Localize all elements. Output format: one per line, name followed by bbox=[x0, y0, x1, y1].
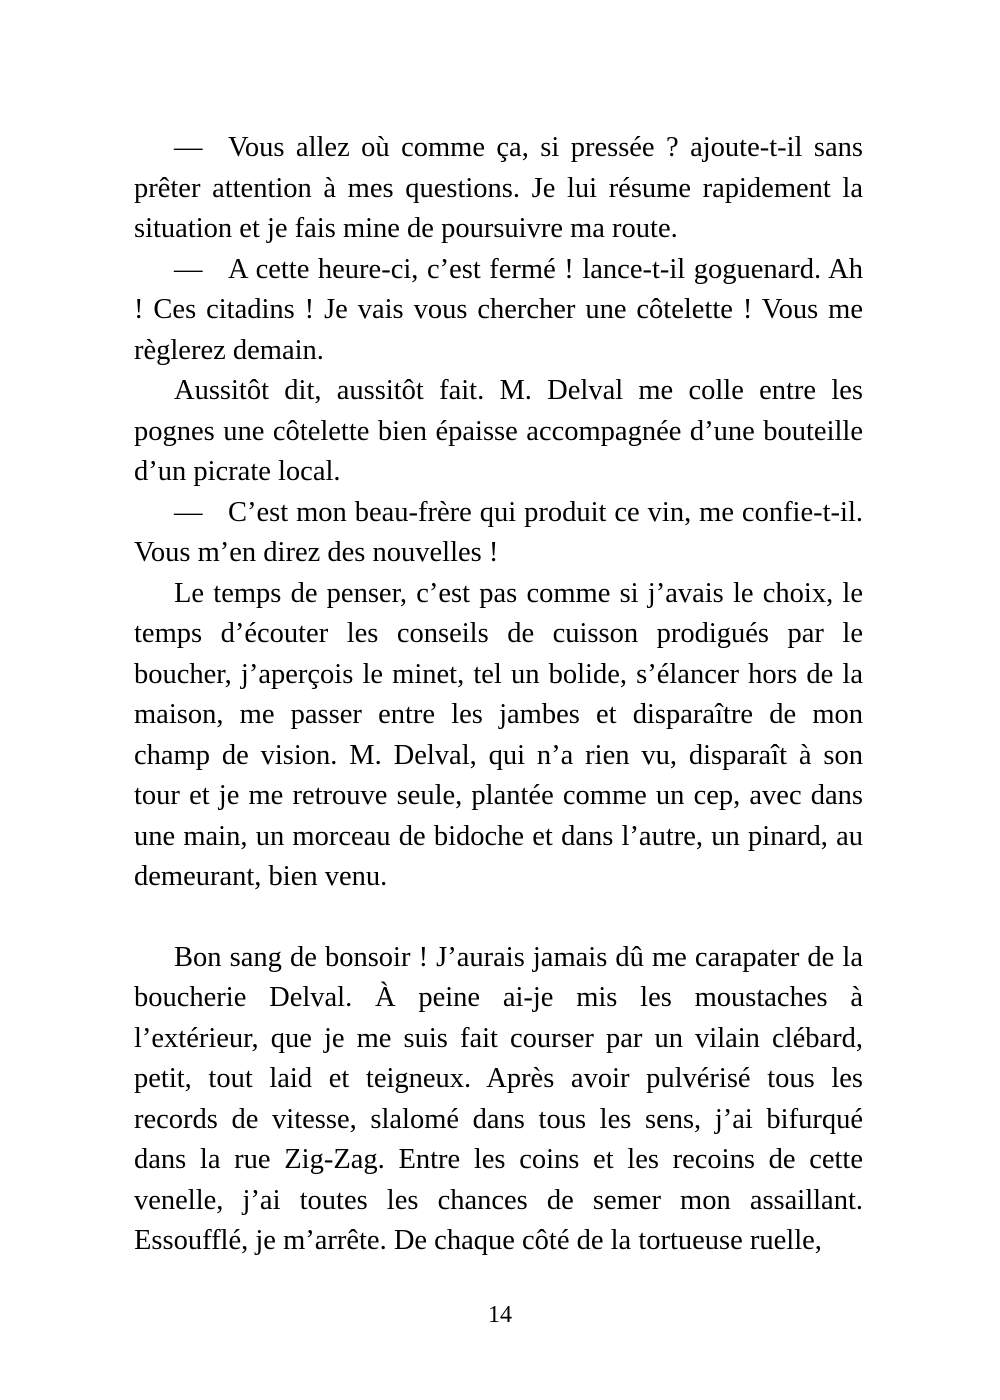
dialogue-dash: — bbox=[174, 132, 203, 163]
dialogue-paragraph bbox=[134, 493, 863, 574]
narrative-paragraph: Aussitôt dit, aussitôt fait. M. Delval me colle entre les pognes une côtelette bien épaisse accompagnée d’une bouteille d’un picrate local. bbox=[134, 375, 863, 487]
page-body bbox=[134, 128, 863, 1262]
dialogue-paragraph bbox=[134, 128, 863, 250]
dialogue-dash: — bbox=[174, 253, 203, 285]
dialogue-paragraph bbox=[134, 250, 863, 372]
narrative-paragraph: Le temps de penser, c’est pas comme si j’avais le choix, le temps d’écouter les conseils de cuisson prodigués par le boucher, j’aperçois le minet, tel un bolide, s’élancer hors de la maison, me passer entre les jambes et disparaître de mon champ de vision. M. Delval, qui n’a rien vu, disparaît à son tour et je me retrouve seule, plantée comme un cep, avec dans une main, un morceau de bidoche et dans l’autre, un pinard, au demeurant, bien venu. bbox=[134, 577, 863, 892]
page-number: 14 bbox=[488, 1302, 512, 1328]
scene-break bbox=[134, 898, 863, 938]
paragraph-text: Vous allez où comme ça, si pressée ? ajoute-t-il sans prêter attention à mes questions. Je lui résume rapidement la situation et je fais mine de poursuivre ma route. bbox=[134, 132, 863, 244]
paragraph-text: C’est mon beau-frère qui produit ce vin, me confie-t-il. Vous m’en direz des nouvelles ! bbox=[134, 496, 863, 568]
paragraph-text: A cette heure-ci, c’est fermé ! lance-t-il goguenard. Ah ! Ces citadins ! Je vais vous chercher une côtelette ! Vous me règlerez demain. bbox=[134, 253, 863, 366]
dialogue-dash: — bbox=[174, 496, 203, 528]
narrative-paragraph: Bon sang de bonsoir ! J’aurais jamais dû me carapater de la boucherie Delval. À peine ai-je mis les moustaches à l’extérieur, que je me suis fait courser par un vilain clébard, petit, tout laid et teigneux. Après avoir pulvérisé tous les records de vitesse, slalomé dans tous les sens, j’ai bifurqué dans la rue Zig-Zag. Entre les coins et les recoins de cette venelle, j’ai toutes les chances de semer mon assaillant. Essoufflé, je m’arrête. De chaque côté de la tortueuse ruelle, bbox=[134, 941, 863, 1256]
